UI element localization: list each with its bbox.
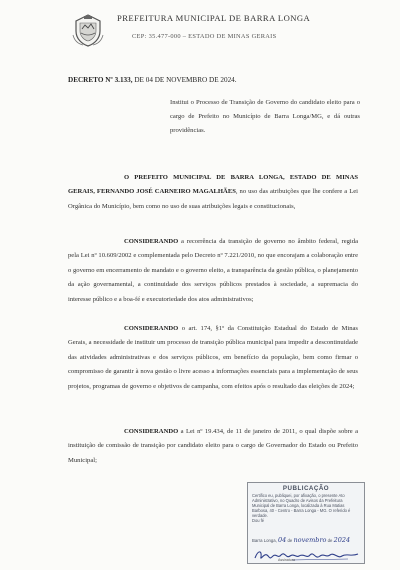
stamp-body — [252, 493, 360, 524]
stamp-date-prefix: Barra Longa, — [252, 538, 277, 543]
considering-paragraph-3 — [68, 425, 358, 468]
considering-paragraph-2 — [68, 322, 358, 394]
considering-text-2: o art. 174, §1º da Constituição Estadual do Estado de Minas Gerais, a necessidade de instituir um processo de transição pública municipal para impedir a descontinuidade das atividades administrativas e dos serviços públicos, em benefício da população, bem como firmar o compromisso de garantir à nova gestão o livre acesso a informações essenciais para a implementação de seus projetos, programas de governo e objetivos de campanha, com efeitos após o resultado das eleições de 2024; — [68, 325, 358, 390]
decree-date: DE 04 DE NOVEMBRO DE 2024. — [132, 76, 237, 84]
stamp-certification-text: Certifico eu, publiquei, por afixação, o presente Ato Administrativo, no Quadro de Avisos da Prefeitura Municipal de Barra Longa, localizada à Rua Matias Barbosa, 40 - Centro - Barra Longa - MG. O referido é verdade. — [252, 493, 351, 519]
stamp-date-de-2: de — [326, 538, 334, 543]
considering-lead-1: CONSIDERANDO — [124, 238, 179, 245]
decree-summary: Institui o Processo de Transição de Governo do candidato eleito para o cargo de Prefeito no Município de Barra Longa/MG, e dá outras providências. — [170, 99, 360, 134]
preamble-text: , no uso das atribuições que lhe confere a Lei Orgânica do Município, bem como no uso de suas atribuições legais e constitucionais, — [68, 188, 358, 210]
publication-stamp — [247, 482, 365, 564]
stamp-title: PUBLICAÇÃO — [282, 485, 330, 492]
considering-lead-3: CONSIDERANDO — [124, 428, 179, 435]
stamp-dou-fe: Dou fé — [252, 518, 265, 524]
decree-number-line — [68, 76, 237, 84]
considering-paragraph-1 — [68, 235, 358, 307]
preamble-lead: O PREFEITO MUNICIPAL DE BARRA LONGA, ESTADO DE MINAS GERAIS, FERNANDO JOSÉ CARNEIRO MAGALHÃES — [68, 174, 358, 196]
preamble-paragraph — [68, 171, 358, 214]
decree-number: DECRETO Nº 3.133, — [68, 76, 133, 84]
header-title: PREFEITURA MUNICIPAL DE BARRA LONGA — [117, 13, 311, 23]
stamp-signature-caption: Assinatura — [278, 558, 295, 562]
stamp-date-de-1: de — [286, 538, 294, 543]
handwritten-signature-icon — [252, 547, 362, 563]
considering-text-1: a recorrência da transição de governo no âmbito federal, regida pela Lei nº 10.609/2002 e complementada pelo Decreto nº 7.221/2010, no que encorajam a colaboração entre o governo em encerramento de mandato e o governo eleito, a transparência da gestão pública, o planejamento da ação governamental, a continuidade dos serviços públicos prestados à sociedade, a supremacia do interesse público e a boa-fé e executoriedade dos atos administrativos; — [68, 238, 358, 303]
stamp-date-month: novembro — [293, 536, 327, 544]
municipal-crest-icon — [71, 13, 105, 47]
stamp-date-year: 2024 — [333, 536, 351, 544]
stamp-date-day: 04 — [278, 536, 287, 544]
header-subtitle: CEP: 35.477-000 – ESTADO DE MINAS GERAIS — [132, 33, 277, 40]
considering-text-3: a Lei nº 19.434, de 11 de janeiro de 2011, o qual dispõe sobre a instituição de comissão de transição por candidato eleito para o cargo de Governador do Estado ou Prefeito Municipal; — [68, 428, 358, 464]
stamp-date-line — [252, 536, 364, 544]
considering-lead-2: CONSIDERANDO — [124, 325, 179, 332]
